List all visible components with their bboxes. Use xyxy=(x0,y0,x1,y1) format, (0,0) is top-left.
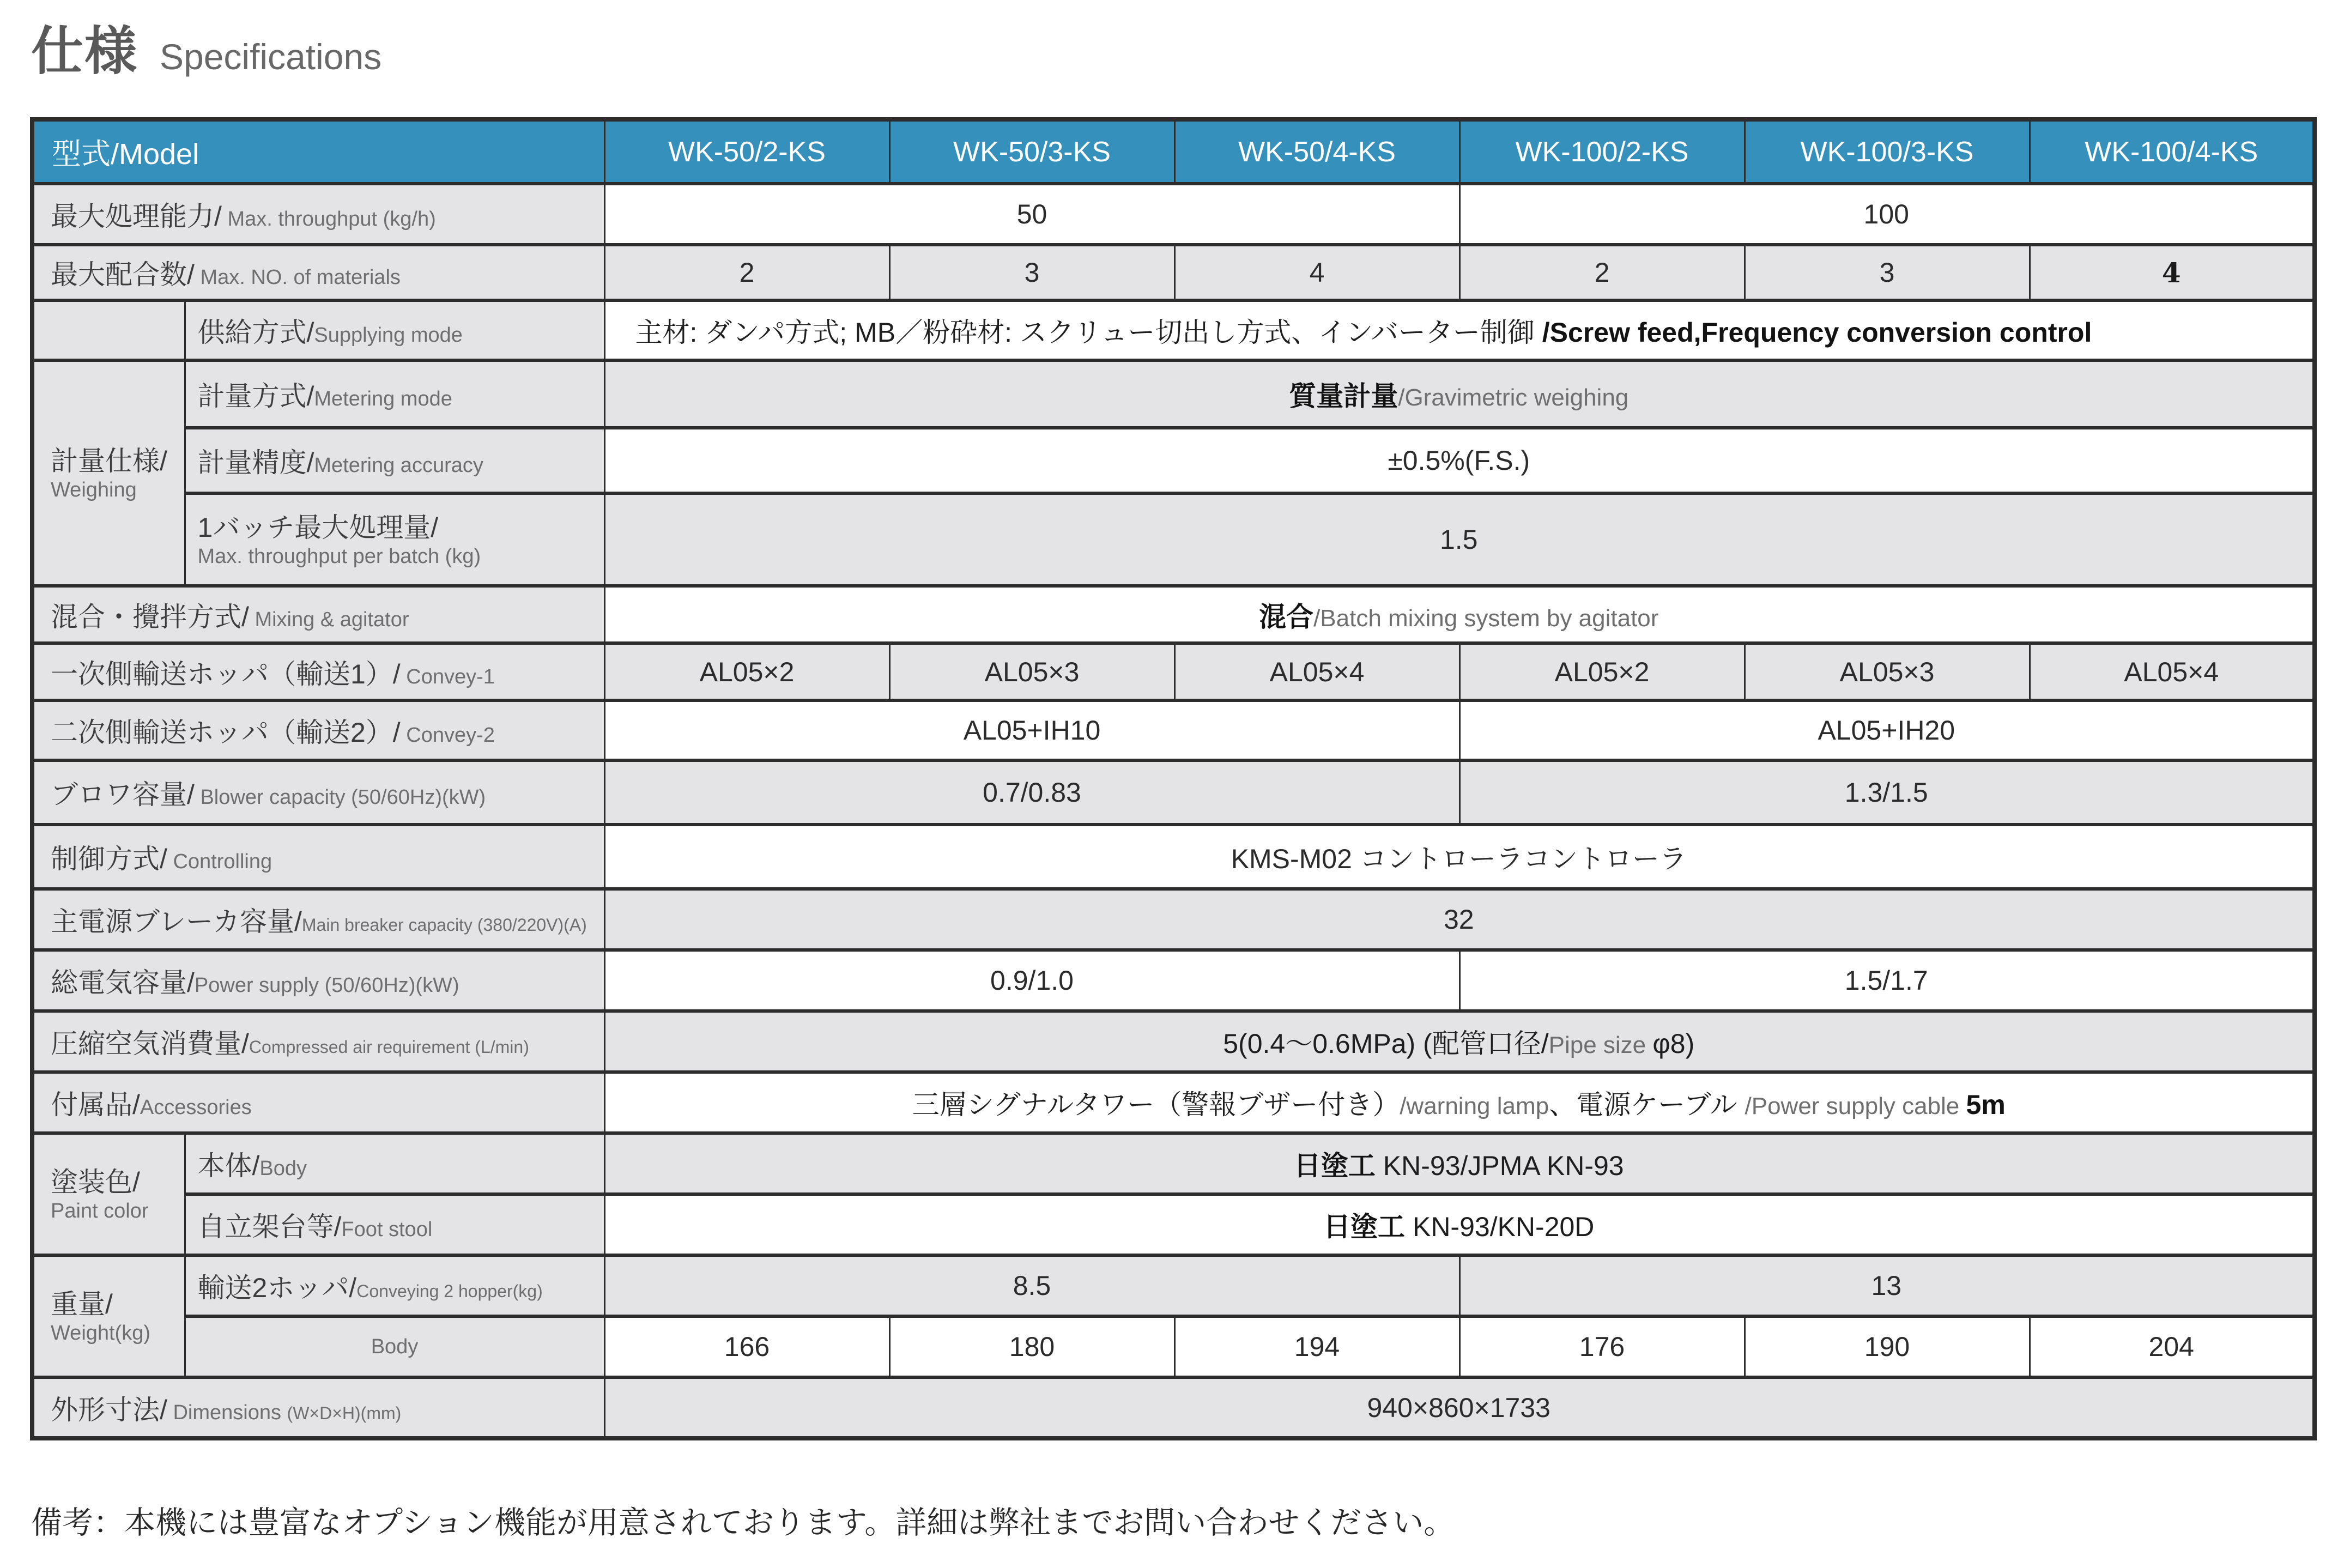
label-controlling xyxy=(32,825,604,889)
row-weight-hopper xyxy=(32,1255,2315,1316)
label-dimensions xyxy=(32,1377,604,1438)
label-metering-accuracy xyxy=(185,428,604,493)
row-weight-body xyxy=(32,1316,2315,1377)
group-jp: 塗装色/ xyxy=(51,1167,140,1198)
footer-note: 備考：本機には豊富なオプション機能が用意されております。詳細は弊社までお問い合わせください。 xyxy=(31,1505,1455,1540)
cell-throughput-100: 100 xyxy=(1459,184,2315,245)
label-jp: 計量方式/ xyxy=(197,381,314,411)
cell-materials-1: 2 xyxy=(604,245,889,300)
label-main-breaker xyxy=(32,889,604,950)
row-batch-throughput xyxy=(32,493,2315,586)
label-en: Max. throughput (kg/h) xyxy=(221,208,436,231)
value-part4: /Power supply cable xyxy=(1745,1093,1966,1119)
cell-convey1-3: AL05×4 xyxy=(1174,643,1459,700)
label-jp: 二次側輸送ホッパ（輸送2）/ xyxy=(51,717,401,748)
cell-convey2-left: AL05+IH10 xyxy=(604,700,1459,760)
label-mixing xyxy=(32,586,604,643)
label-supplying-mode xyxy=(185,300,604,360)
cell-weight-body-3: 194 xyxy=(1174,1316,1459,1377)
value-part1: 三層シグナルタワー（警報ブザー付き） xyxy=(912,1089,1400,1120)
label-en: Body xyxy=(259,1157,307,1180)
label-jp: 計量精度/ xyxy=(197,447,314,478)
cell-materials-3: 4 xyxy=(1174,245,1459,300)
group-jp: 計量仕様/ xyxy=(51,446,167,477)
row-convey-1 xyxy=(32,643,2315,700)
value-jp: 質量計量 xyxy=(1289,381,1398,411)
label-jp: 総電気容量/ xyxy=(51,967,195,998)
cell-materials-2: 3 xyxy=(889,245,1174,300)
label-jp: 圧縮空気消費量/ xyxy=(51,1028,249,1059)
row-max-throughput xyxy=(32,184,2315,245)
cell-mixing xyxy=(604,586,2315,643)
label-en: Max. throughput per batch (kg) xyxy=(197,544,481,568)
label-en: Body xyxy=(371,1335,419,1358)
label-en: Mixing & agitator xyxy=(249,608,409,631)
row-controlling xyxy=(32,825,2315,889)
label-jp: 本体/ xyxy=(197,1151,260,1181)
group-en: Weight(kg) xyxy=(51,1321,151,1345)
header-model-5: WK-100/3-KS xyxy=(1745,119,2030,184)
group-paint-color xyxy=(32,1133,185,1255)
cell-weight-body-2: 180 xyxy=(889,1316,1174,1377)
label-jp: 主電源ブレーカ容量/ xyxy=(51,906,302,937)
value-jp: 混合 xyxy=(1259,601,1314,632)
label-power-supply xyxy=(32,950,604,1011)
group-en: Paint color xyxy=(51,1199,149,1222)
cell-weight-hopper-right: 13 xyxy=(1459,1255,2315,1316)
label-paint-body xyxy=(185,1133,604,1194)
label-jp: 外形寸法/ xyxy=(51,1394,167,1425)
label-en: Compressed air requirement (L/min) xyxy=(249,1037,529,1057)
label-convey-1 xyxy=(32,643,604,700)
label-jp: 供給方式/ xyxy=(197,317,314,348)
row-blower-capacity xyxy=(32,760,2315,825)
bold-value: 4 xyxy=(2161,256,2181,289)
value-brand: 日塗工 xyxy=(1293,1151,1383,1181)
cell-dimensions: 940×860×1733 xyxy=(604,1377,2315,1438)
label-en-small: (W×D×H)(mm) xyxy=(287,1403,402,1423)
row-convey-2 xyxy=(32,700,2315,760)
value-en: /Screw feed,Frequency conversion control xyxy=(1542,317,2092,348)
value-en: /Batch mixing system by agitator xyxy=(1313,604,1659,632)
cell-convey1-4: AL05×2 xyxy=(1459,643,1745,700)
label-en: Supplying mode xyxy=(314,324,463,347)
label-en: Foot stool xyxy=(341,1218,433,1241)
label-jp: ブロワ容量/ xyxy=(51,779,195,810)
value-code: KN-93/JPMA KN-93 xyxy=(1383,1151,1624,1181)
row-paint-foot xyxy=(32,1194,2315,1255)
value-part2: Pipe size xyxy=(1548,1032,1653,1058)
label-jp: 付属品/ xyxy=(51,1089,140,1120)
cell-convey1-6: AL05×4 xyxy=(2030,643,2315,700)
row-accessories xyxy=(32,1072,2315,1133)
cell-power-left: 0.9/1.0 xyxy=(604,950,1459,1011)
label-accessories xyxy=(32,1072,604,1133)
label-weight-body xyxy=(185,1316,604,1377)
page-title xyxy=(31,10,381,84)
cell-controlling: KMS-M02 コントローラコントローラ xyxy=(604,825,2315,889)
cell-paint-foot xyxy=(604,1194,2315,1255)
page-title-jp: 仕様 xyxy=(31,22,138,81)
label-jp: 自立架台等/ xyxy=(197,1212,342,1242)
label-batch-throughput xyxy=(185,493,604,586)
cell-weight-hopper-left: 8.5 xyxy=(604,1255,1459,1316)
label-convey-2 xyxy=(32,700,604,760)
label-en: Metering mode xyxy=(314,388,452,410)
label-en: Accessories xyxy=(140,1096,252,1119)
label-jp: 最大処理能力/ xyxy=(51,201,222,232)
row-main-breaker xyxy=(32,889,2315,950)
label-metering-mode xyxy=(185,360,604,428)
header-model-2: WK-50/3-KS xyxy=(889,119,1174,184)
cell-throughput-50: 50 xyxy=(604,184,1459,245)
value-code: KN-93/KN-20D xyxy=(1412,1212,1595,1242)
specifications-table xyxy=(30,117,2317,1440)
cell-supplying-mode xyxy=(604,300,2315,360)
row-mixing xyxy=(32,586,2315,643)
row-supplying-mode xyxy=(32,300,2315,360)
cell-convey1-2: AL05×3 xyxy=(889,643,1174,700)
cell-metering-mode xyxy=(604,360,2315,428)
header-model-label: 型式/Model xyxy=(32,119,604,184)
group-weight xyxy=(32,1255,185,1377)
header-model-1: WK-50/2-KS xyxy=(604,119,889,184)
row-metering-mode xyxy=(32,360,2315,428)
value-part3: 、電源ケーブル xyxy=(1549,1089,1745,1120)
page-title-en: Specifications xyxy=(160,37,382,77)
value-part3: φ8) xyxy=(1652,1028,1695,1059)
label-paint-foot xyxy=(185,1194,604,1255)
cell-accessories xyxy=(604,1072,2315,1133)
label-en: Dimensions xyxy=(167,1401,287,1424)
header-model-3: WK-50/4-KS xyxy=(1174,119,1459,184)
label-en: Power supply (50/60Hz)(kW) xyxy=(194,974,459,997)
label-en: Blower capacity (50/60Hz)(kW) xyxy=(194,786,486,809)
label-en: Controlling xyxy=(167,850,272,873)
row-max-materials xyxy=(32,245,2315,300)
value-part1: 5(0.4～0.6MPa) (配管口径/ xyxy=(1223,1028,1549,1059)
group-jp: 重量/ xyxy=(51,1289,113,1320)
cell-materials-6 xyxy=(2030,245,2315,300)
value-part5: 5m xyxy=(1966,1089,2006,1120)
label-jp: 一次側輸送ホッパ（輸送1）/ xyxy=(51,658,401,689)
label-max-throughput xyxy=(32,184,604,245)
label-en: Metering accuracy xyxy=(314,454,483,477)
label-en: Main breaker capacity (380/220V)(A) xyxy=(301,915,587,935)
group-en: Weighing xyxy=(51,478,137,501)
cell-weight-body-6: 204 xyxy=(2030,1316,2315,1377)
value-brand: 日塗工 xyxy=(1323,1212,1413,1242)
label-weight-hopper xyxy=(185,1255,604,1316)
cell-materials-5: 3 xyxy=(1745,245,2030,300)
cell-paint-body xyxy=(604,1133,2315,1194)
header-model-4: WK-100/2-KS xyxy=(1459,119,1745,184)
label-blower-capacity xyxy=(32,760,604,825)
value-jp: 主材: ダンパ方式; MB／粉砕材: スクリュー切出し方式、インバーター制御 xyxy=(635,317,1542,348)
label-en: Convey-2 xyxy=(400,724,495,747)
cell-materials-4: 2 xyxy=(1459,245,1745,300)
label-jp: 1バッチ最大処理量/ xyxy=(197,512,439,543)
row-power-supply xyxy=(32,950,2315,1011)
label-compressed-air xyxy=(32,1011,604,1072)
cell-weight-body-1: 166 xyxy=(604,1316,889,1377)
cell-batch-throughput: 1.5 xyxy=(604,493,2315,586)
cell-blower-left: 0.7/0.83 xyxy=(604,760,1459,825)
row-paint-body xyxy=(32,1133,2315,1194)
label-jp: 混合・攪拌方式/ xyxy=(51,601,249,632)
label-en: Convey-1 xyxy=(400,665,495,688)
label-jp: 最大配合数/ xyxy=(51,259,195,290)
cell-power-right: 1.5/1.7 xyxy=(1459,950,2315,1011)
cell-empty-group xyxy=(32,300,185,360)
cell-blower-right: 1.3/1.5 xyxy=(1459,760,2315,825)
label-max-materials xyxy=(32,245,604,300)
cell-convey2-right: AL05+IH20 xyxy=(1459,700,2315,760)
value-part2: /warning lamp xyxy=(1400,1093,1549,1119)
cell-convey1-5: AL05×3 xyxy=(1745,643,2030,700)
cell-main-breaker: 32 xyxy=(604,889,2315,950)
cell-compressed-air xyxy=(604,1011,2315,1072)
row-dimensions xyxy=(32,1377,2315,1438)
header-model-6: WK-100/4-KS xyxy=(2030,119,2315,184)
cell-convey1-1: AL05×2 xyxy=(604,643,889,700)
cell-weight-body-5: 190 xyxy=(1745,1316,2030,1377)
label-jp: 輸送2ホッパ/ xyxy=(197,1273,357,1303)
cell-metering-accuracy: ±0.5%(F.S.) xyxy=(604,428,2315,493)
row-compressed-air xyxy=(32,1011,2315,1072)
table-header-row xyxy=(32,119,2315,184)
row-metering-accuracy xyxy=(32,428,2315,493)
label-en: Max. NO. of materials xyxy=(194,266,401,289)
cell-weight-body-4: 176 xyxy=(1459,1316,1745,1377)
label-jp: 制御方式/ xyxy=(51,844,167,874)
group-weighing xyxy=(32,360,185,586)
value-en: /Gravimetric weighing xyxy=(1398,384,1629,411)
label-en: Conveying 2 hopper(kg) xyxy=(356,1281,543,1301)
